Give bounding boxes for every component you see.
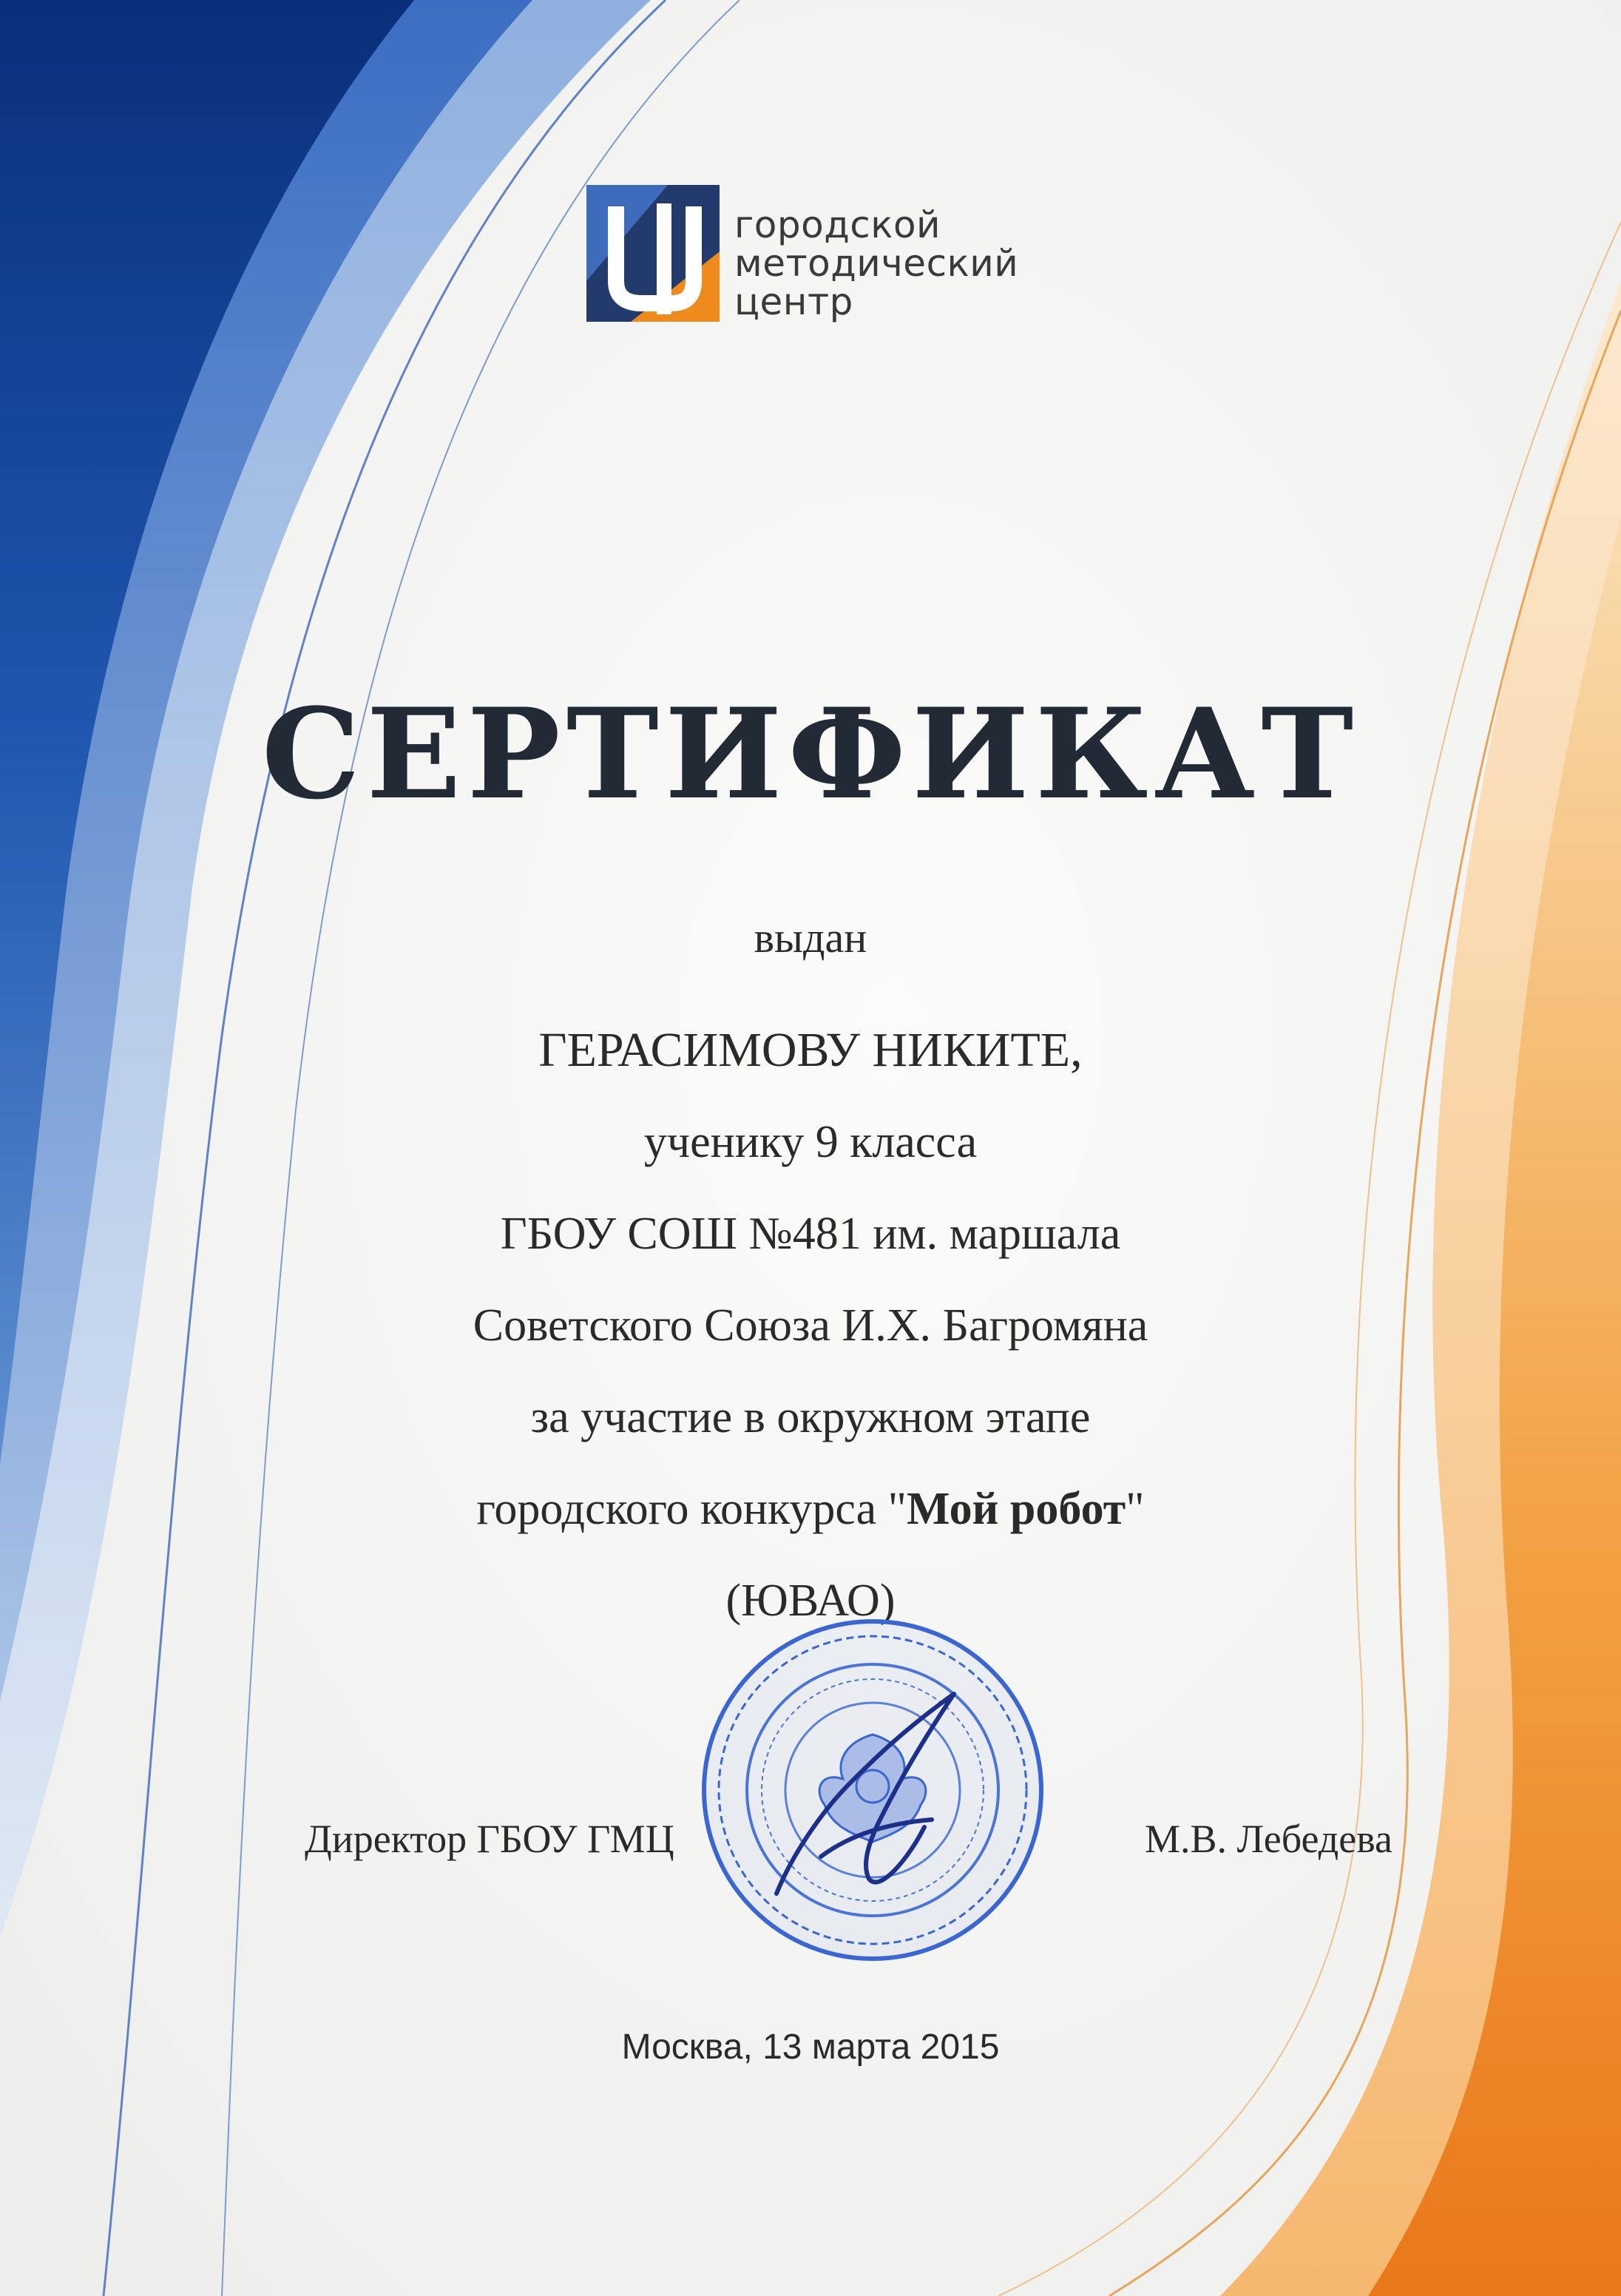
school-line-1: ГБОУ СОШ №481 им. маршала (500, 1209, 1121, 1259)
reason-line-3: (ЮВАО) (725, 1576, 896, 1626)
place-and-date: Москва, 13 марта 2015 (621, 2027, 1000, 2067)
recipient-name: ГЕРАСИМОВУ НИКИТЕ, (538, 1023, 1083, 1077)
handwritten-signature-icon (732, 1672, 1013, 1916)
organization-logo (586, 185, 1060, 333)
reason-line-1: за участие в окружном этапе (530, 1392, 1091, 1442)
certificate-body (0, 901, 1621, 1647)
reason-prefix: городского конкурса " (476, 1484, 907, 1534)
certificate-title: СЕРТИФИКАТ (261, 681, 1360, 827)
signatory-position: Директор ГБОУ ГМЦ (305, 1817, 674, 1861)
logo-text (734, 203, 1019, 323)
contest-name: Мой робот (906, 1484, 1126, 1534)
logo-text-line-1: городской (734, 203, 941, 246)
recipient-grade: ученику 9 класса (643, 1117, 978, 1167)
signatory-name: М.В. Лебедева (1145, 1817, 1392, 1861)
logo-text-line-2: методический (734, 242, 1019, 285)
logo-text-line-3: центр (734, 280, 853, 323)
school-line-2: Советского Союза И.Х. Багромяна (473, 1300, 1148, 1351)
reason-suffix: " (1126, 1484, 1145, 1534)
issued-label: выдан (754, 914, 867, 962)
logo-mark-icon (586, 185, 720, 322)
reason-line-2 (0, 1463, 1621, 1555)
